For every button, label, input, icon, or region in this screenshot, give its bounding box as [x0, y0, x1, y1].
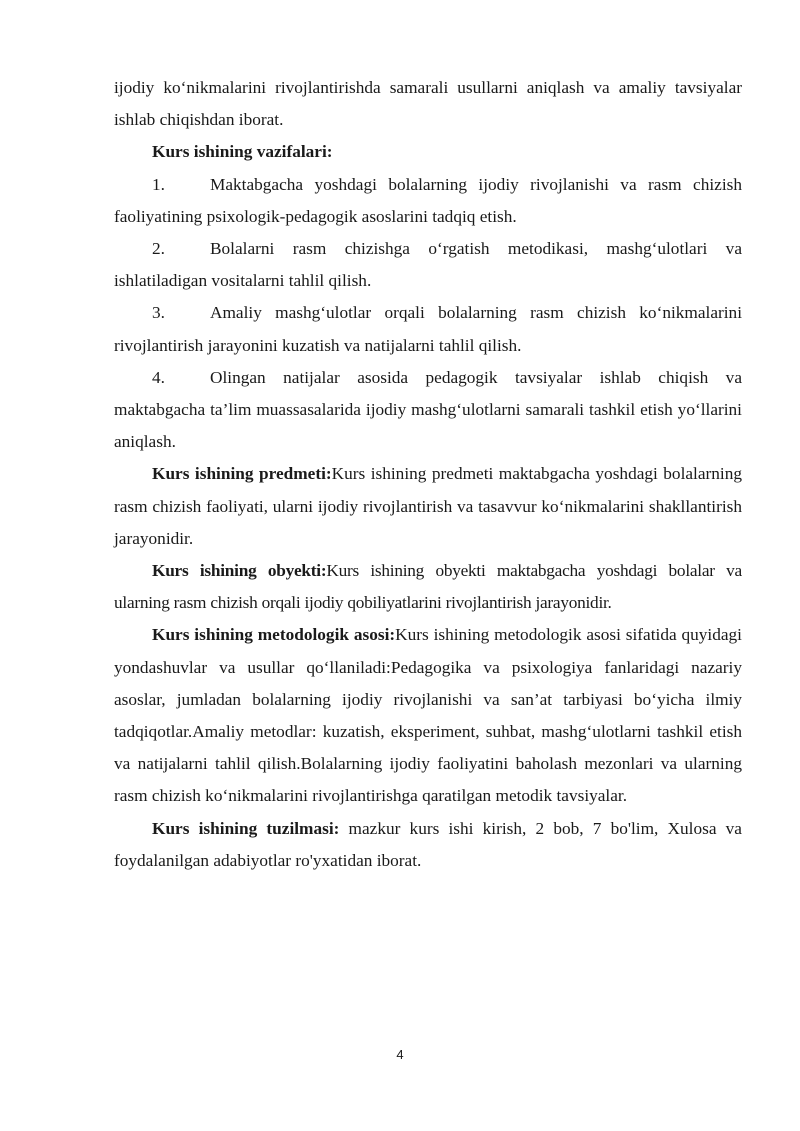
object-paragraph [114, 555, 742, 619]
task-number: 4. [152, 367, 165, 387]
intro-paragraph: ijodiy ko‘nikmalarini rivojlantirishda samarali usullarni aniqlash va amaliy tavsiyalar ishlab chiqishdan iborat. [114, 78, 742, 130]
task-item-1 [114, 169, 742, 233]
task-item-2 [114, 233, 742, 297]
subject-paragraph [114, 458, 742, 555]
tasks-heading: Kurs ishining vazifalari: [152, 142, 333, 162]
methodology-text: Kurs ishining metodologik asosi sifatida quyidagi yondashuvlar va usullar qo‘llaniladi:Pedagogika va psixologiya fanlaridagi nazariy asoslar, jumladan bolalarning ijodiy rivojlanishi va san’at tarbiyasi bo‘yicha ilmiy tadqiqotlar.Amaliy metodlar: kuzatish, eksperiment, suhbat, mashg‘ulotlarni tashkil etish va natijalarni tahlil qilish.Bolalarning ijodiy faoliyatini baholash mezonlari va ularning rasm chizish ko‘nikmalarini rivojlantirishga qaratilgan metodik tavsiyalar. [114, 625, 742, 806]
task-text: Amaliy mashg‘ulotlar orqali bolalarning rasm chizish ko‘nikmalarini rivojlantirish jarayonini kuzatish va natijalarni tahlil qilish. [114, 303, 742, 355]
subject-text: Kurs ishining predmeti maktabgacha yoshdagi bolalarning rasm chizish faoliyati, ularni ijodiy rivojlantirish va tasavvur ko‘nikmalarini shakllantirish jarayonidir. [114, 464, 742, 548]
task-number: 2. [152, 239, 165, 259]
structure-text: mazkur kurs ishi kirish, 2 bob, 7 bo'lim, Xulosa va foydalanilgan adabiyotlar ro'yxatidan iborat. [114, 818, 742, 870]
object-text: Kurs ishining obyekti maktabgacha yoshdagi bolalar va ularning rasm chizish orqali ijodiy qobiliyatlarini rivojlantirish jarayonidir. [114, 561, 742, 613]
page-number: 4 [396, 1047, 404, 1062]
task-number: 3. [152, 303, 165, 323]
task-item-3 [114, 297, 742, 361]
task-text: Bolalarni rasm chizishga o‘rgatish metodikasi, mashg‘ulotlari va ishlatiladigan vositalarni tahlil qilish. [114, 239, 742, 291]
object-label: Kurs ishining obyekti: [152, 561, 327, 581]
structure-paragraph [114, 813, 742, 877]
task-number: 1. [152, 174, 165, 194]
structure-label: Kurs ishining tuzilmasi: [152, 818, 340, 838]
task-text: Olingan natijalar asosida pedagogik tavsiyalar ishlab chiqish va maktabgacha ta’lim muassasalarida ijodiy mashg‘ulotlarni samarali tashkil etish yo‘llarini aniqlash. [114, 367, 742, 452]
methodology-paragraph [114, 619, 742, 812]
subject-label: Kurs ishining predmeti: [152, 464, 332, 484]
task-text: Maktabgacha yoshdagi bolalarning ijodiy rivojlanishi va rasm chizish faoliyatining psixologik-pedagogik asoslarini tadqiq etish. [114, 174, 742, 226]
methodology-label: Kurs ishining metodologik asosi: [152, 625, 396, 645]
document-page [114, 72, 742, 877]
task-item-4 [114, 362, 742, 459]
